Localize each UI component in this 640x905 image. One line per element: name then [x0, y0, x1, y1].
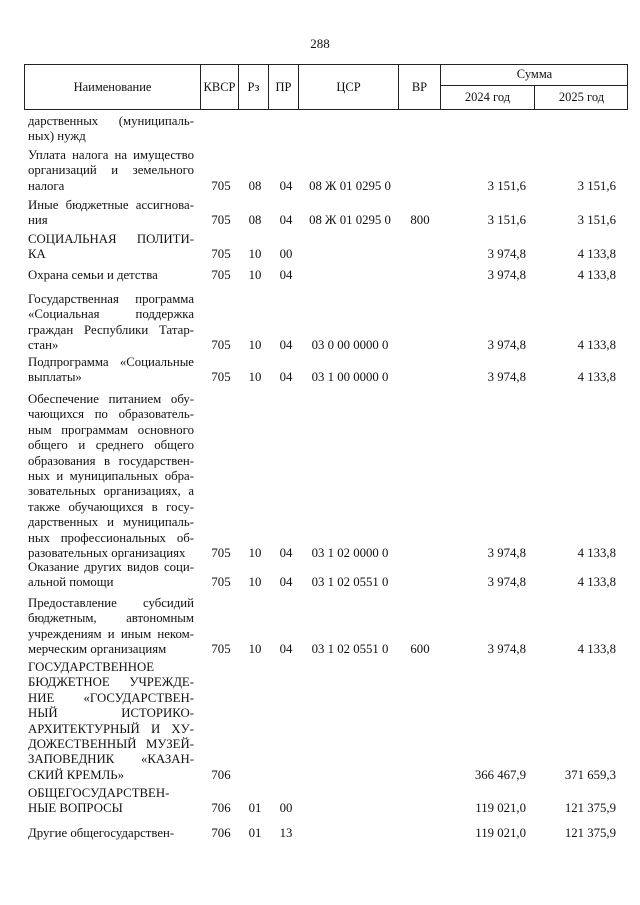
row-csr: 03 1 02 0551 0	[311, 575, 389, 590]
row-kvsr: 705	[211, 213, 231, 228]
row-sum-2024: 3 974,8	[487, 370, 526, 385]
row-name-line: АРХИТЕКТУРНЫЙ И ХУ-	[28, 721, 194, 736]
row-pr: 04	[279, 370, 293, 385]
row-rz: 08	[248, 213, 262, 228]
header-kvsr: КВСР	[200, 64, 238, 110]
row-name-line: стан»	[28, 338, 59, 353]
row-sum-2025: 4 133,8	[577, 370, 616, 385]
row-kvsr: 705	[211, 575, 231, 590]
row-sum-2024: 3 151,6	[487, 178, 526, 193]
row-sum-2025: 4 133,8	[577, 642, 616, 657]
row-sum-2025: 4 133,8	[577, 575, 616, 590]
row-name-line: бюджетным, автономным	[28, 611, 194, 626]
header-pr: ПР	[268, 64, 298, 110]
row-name-line: Другие общегосударствен-	[28, 826, 175, 840]
row-name-line: ных профессиональных об-	[28, 530, 194, 545]
page-number: 288	[310, 36, 330, 51]
row-name	[28, 392, 194, 561]
row-rz: 10	[248, 268, 262, 282]
row-name-line: Иные бюджетные ассигнова-	[28, 198, 194, 212]
row-name-line: организаций и земельного	[28, 163, 194, 178]
row-kvsr: 705	[211, 338, 231, 353]
row-name	[28, 786, 194, 817]
row-name-line: СКИЙ КРЕМЛЬ»	[28, 767, 125, 782]
row-rz: 10	[248, 575, 262, 590]
row-name-line: образования в государствен-	[28, 453, 194, 468]
row-name-line: граждан Республики Татар-	[28, 322, 194, 337]
row-name-line: дарственных (муниципаль-	[28, 114, 194, 128]
header-rz: Рз	[238, 64, 268, 110]
row-kvsr: 705	[211, 247, 231, 262]
row-sum-2025: 4 133,8	[577, 338, 616, 353]
row-csr: 03 1 02 0000 0	[311, 546, 389, 560]
row-csr: 03 1 00 0000 0	[311, 370, 389, 385]
row-name-line: ным программам основного	[28, 422, 194, 437]
row-name-line: НЫЙ ИСТОРИКО-	[28, 706, 194, 721]
row-sum-2024: 3 974,8	[487, 575, 526, 590]
row-kvsr: 706	[211, 826, 231, 840]
row-name-line: ния	[28, 213, 48, 228]
row-rz: 10	[248, 247, 262, 262]
row-name-line: учреждениям и иным неком-	[28, 626, 194, 641]
row-pr: 13	[279, 826, 293, 840]
header-vr: ВР	[398, 64, 440, 110]
row-name	[28, 660, 194, 783]
row-kvsr: 705	[211, 370, 231, 385]
row-pr: 04	[279, 213, 293, 228]
row-kvsr: 705	[211, 546, 231, 560]
row-rz: 10	[248, 642, 262, 657]
row-pr: 04	[279, 178, 293, 193]
row-name	[28, 198, 194, 229]
row-csr: 08 Ж 01 0295 0	[309, 178, 391, 193]
row-sum-2024: 3 974,8	[487, 642, 526, 657]
row-name-line: Оказание других видов соци-	[28, 560, 194, 574]
row-pr: 04	[279, 642, 293, 657]
row-name-line: ГОСУДАРСТВЕННОЕ	[28, 660, 155, 674]
row-rz: 10	[248, 546, 262, 560]
row-sum-2024: 3 974,8	[487, 268, 526, 282]
row-name	[28, 826, 194, 841]
row-name-line: общего и среднего общего	[28, 438, 194, 453]
row-name-line: дарственных и муниципаль-	[28, 515, 194, 530]
row-name-line: разовательных организациях	[28, 546, 186, 561]
row-name-line: НЫЕ ВОПРОСЫ	[28, 801, 123, 816]
row-vr: 800	[410, 213, 430, 228]
row-sum-2024: 119 021,0	[475, 801, 526, 816]
row-csr: 03 1 02 0551 0	[311, 642, 389, 657]
header-year-2025: 2025 год	[534, 85, 628, 110]
row-name-line: «Социальная поддержка	[28, 307, 194, 322]
row-name-line: чающихся по образователь-	[28, 407, 194, 422]
row-sum-2024: 119 021,0	[475, 826, 526, 840]
row-kvsr: 705	[211, 642, 231, 657]
row-name-line: Предоставление субсидий	[28, 596, 194, 610]
row-vr: 600	[410, 642, 430, 657]
row-sum-2024: 3 151,6	[487, 213, 526, 228]
row-name-line: Государственная программа	[28, 292, 194, 306]
row-sum-2025: 121 375,9	[564, 801, 616, 816]
row-pr: 04	[279, 338, 293, 353]
row-rz: 08	[248, 178, 262, 193]
row-name-line: Охрана семьи и детства	[28, 268, 158, 282]
row-name-line: налога	[28, 178, 65, 193]
row-kvsr: 706	[211, 767, 231, 782]
row-csr: 03 0 00 0000 0	[311, 338, 389, 353]
row-sum-2024: 366 467,9	[474, 767, 526, 782]
row-rz: 10	[248, 370, 262, 385]
header-year-2024: 2024 год	[440, 85, 534, 110]
row-sum-2025: 3 151,6	[577, 213, 616, 228]
row-name	[28, 232, 194, 263]
row-name-line: СОЦИАЛЬНАЯ ПОЛИТИ-	[28, 232, 194, 246]
row-name-line: ОБЩЕГОСУДАРСТВЕН-	[28, 786, 170, 800]
row-kvsr: 705	[211, 268, 231, 282]
row-name	[28, 292, 194, 354]
row-name-line: альной помощи	[28, 575, 114, 590]
row-sum-2025: 121 375,9	[564, 826, 616, 840]
row-name-line: ДОЖЕСТВЕННЫЙ МУЗЕЙ-	[28, 737, 194, 752]
row-name-line: мерческим организациям	[28, 642, 167, 657]
row-pr: 04	[279, 546, 293, 560]
row-rz: 01	[248, 801, 262, 816]
header-name: Наименование	[24, 64, 200, 110]
row-name-line: БЮДЖЕТНОЕ УЧРЕЖДЕ-	[28, 675, 194, 690]
row-name-line: ных) нужд	[28, 129, 86, 144]
row-pr: 00	[279, 801, 293, 816]
row-name	[28, 148, 194, 194]
row-name	[28, 355, 194, 386]
row-name-line: Подпрограмма «Социальные	[28, 355, 194, 369]
row-sum-2025: 4 133,8	[577, 247, 616, 262]
row-name	[28, 560, 194, 591]
row-name-line: выплаты»	[28, 370, 82, 385]
row-rz: 01	[248, 826, 262, 840]
row-pr: 04	[279, 268, 293, 282]
row-sum-2025: 3 151,6	[577, 178, 616, 193]
row-pr: 04	[279, 575, 293, 590]
row-sum-2024: 3 974,8	[487, 546, 526, 560]
row-name	[28, 596, 194, 658]
row-sum-2025: 4 133,8	[577, 268, 616, 282]
row-name	[28, 268, 194, 283]
row-name-line: зовательных организациях, а	[28, 484, 194, 499]
row-sum-2025: 4 133,8	[577, 546, 616, 560]
row-kvsr: 705	[211, 178, 231, 193]
row-name-line: также обучающихся в госу-	[28, 499, 194, 514]
row-pr: 00	[279, 247, 293, 262]
row-name	[28, 114, 194, 145]
row-kvsr: 706	[211, 801, 231, 816]
row-csr: 08 Ж 01 0295 0	[309, 213, 391, 228]
header-sum: Сумма	[440, 64, 628, 85]
row-rz: 10	[248, 338, 262, 353]
row-name-line: ных и муниципальных обра-	[28, 469, 194, 484]
header-csr: ЦСР	[298, 64, 398, 110]
row-name-line: Обеспечение питанием обу-	[28, 392, 194, 406]
row-name-line: КА	[28, 247, 46, 262]
row-sum-2024: 3 974,8	[487, 247, 526, 262]
row-sum-2025: 371 659,3	[564, 767, 616, 782]
row-name-line: Уплата налога на имущество	[28, 148, 194, 162]
row-name-line: ЗАПОВЕДНИК «КАЗАН-	[28, 752, 194, 767]
row-name-line: НИЕ «ГОСУДАРСТВЕН-	[28, 690, 194, 705]
row-sum-2024: 3 974,8	[487, 338, 526, 353]
